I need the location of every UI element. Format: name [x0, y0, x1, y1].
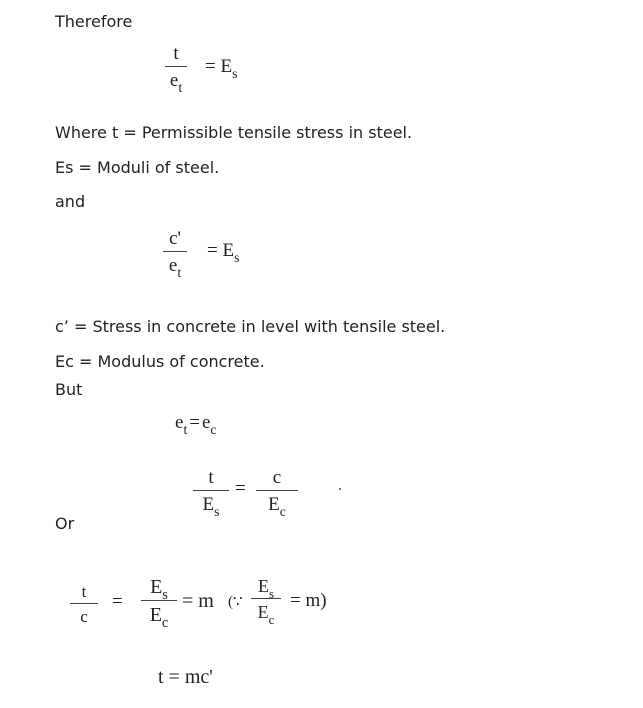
denominator: $e_t$	[168, 255, 182, 281]
because-symbol: (∵	[228, 594, 243, 610]
rhs-es: = $E_s$	[207, 240, 240, 266]
fraction-bar	[163, 251, 187, 252]
equals-m: = m	[182, 590, 214, 612]
ec-definition: Ec = Modulus of concrete.	[55, 352, 265, 371]
numerator: t	[173, 43, 179, 64]
and-label: and	[55, 192, 86, 211]
equals-sign: =	[112, 591, 123, 612]
c-prime-definition: c’ = Stress in concrete in level with tensile steel.	[55, 317, 446, 336]
fraction-c-over-ec: c $E_c$	[256, 468, 298, 514]
but-label: But	[55, 380, 83, 399]
fraction-bar	[165, 66, 187, 67]
fraction-cprime-over-et	[163, 228, 187, 281]
numerator: c'	[169, 228, 181, 249]
denominator: $e_t$	[169, 70, 183, 96]
or-label: Or	[55, 514, 75, 533]
equals-sign: =	[235, 478, 246, 499]
fraction-es-over-ec: $E_s$ $E_c$	[141, 577, 177, 625]
equation-3: $e_t = e_c$	[175, 412, 217, 438]
fraction-t-over-c: t c	[70, 583, 98, 625]
fraction-t-over-et	[165, 43, 187, 96]
stray-dot	[339, 488, 341, 490]
equation-6: t = mc'	[158, 666, 213, 688]
equals-m-close: = m)	[290, 590, 327, 611]
fraction-t-over-es: t $E_s$	[193, 468, 229, 514]
where-t-definition: Where t = Permissible tensile stress in steel.	[55, 123, 413, 142]
fraction-es-over-ec-small: $E_s$ $E_c$	[251, 577, 281, 621]
rhs-es: = $E_s$	[205, 56, 238, 82]
therefore-label: Therefore	[55, 12, 133, 31]
es-definition: Es = Moduli of steel.	[55, 158, 220, 177]
